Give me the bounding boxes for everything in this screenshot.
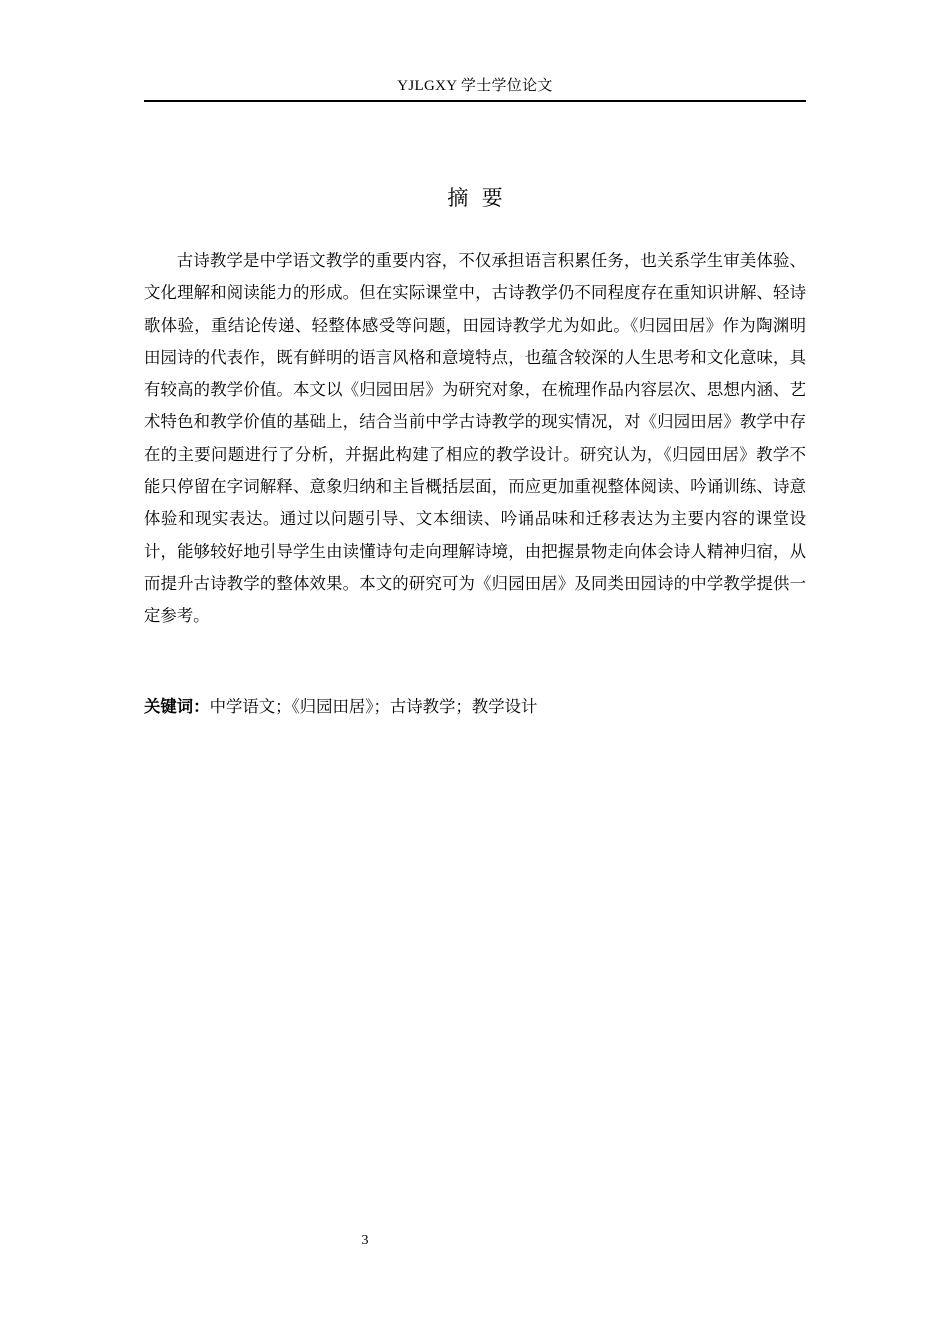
header-rule <box>144 100 806 102</box>
page-number: 3 <box>361 1233 369 1248</box>
keywords-label: 关键词： <box>144 697 210 716</box>
keywords-line <box>144 694 806 720</box>
abstract-body: 古诗教学是中学语文教学的重要内容，不仅承担语言积累任务，也关系学生审美体验、文化理解和阅读能力的形成。但在实际课堂中，古诗教学仍不同程度存在重知识讲解、轻诗歌体验，重结论传递、轻整体感受等问题，田园诗教学尤为如此。《归园田居》作为陶渊明田园诗的代表作，既有鲜明的语言风格和意境特点，也蕴含较深的人生思考和文化意味，具有较高的教学价值。本文以《归园田居》为研究对象，在梳理作品内容层次、思想内涵、艺术特色和教学价值的基础上，结合当前中学古诗教学的现实情况，对《归园田居》教学中存在的主要问题进行了分析，并据此构建了相应的教学设计。研究认为，《归园田居》教学不能只停留在字词解释、意象归纳和主旨概括层面，而应更加重视整体阅读、吟诵训练、诗意体验和现实表达。通过以问题引导、文本细读、吟诵品味和迁移表达为主要内容的课堂设计，能够较好地引导学生由读懂诗句走向理解诗境，由把握景物走向体会诗人精神归宿，从而提升古诗教学的整体效果。本文的研究可为《归园田居》及同类田园诗的中学教学提供一定参考。 <box>144 251 806 626</box>
keywords-value: 中学语文；《归园田居》；古诗教学；教学设计 <box>209 697 538 716</box>
running-header: YJLGXY 学士学位论文 <box>397 78 553 94</box>
abstract-title: 摘 要 <box>447 186 503 210</box>
